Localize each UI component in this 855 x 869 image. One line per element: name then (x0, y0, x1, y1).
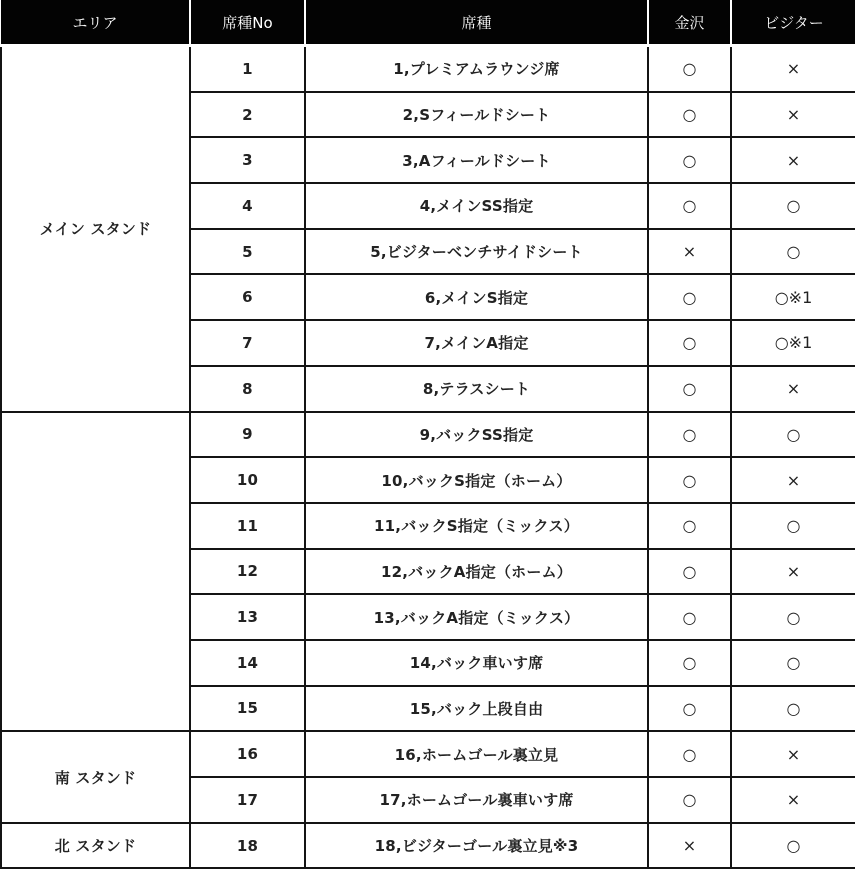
seat-type-cell: 1,プレミアムラウンジ席 (305, 46, 648, 92)
seat-no-cell: 8 (190, 366, 305, 412)
visitor-availability-cell: ○ (731, 640, 855, 686)
seat-type-cell: 5,ビジターベンチサイドシート (305, 229, 648, 275)
visitor-availability-cell: ○※1 (731, 274, 855, 320)
seat-type-cell: 15,バック上段自由 (305, 686, 648, 732)
seat-type-cell: 8,テラスシート (305, 366, 648, 412)
seat-type-cell: 13,バックA指定（ミックス） (305, 594, 648, 640)
kanazawa-availability-cell: ○ (648, 46, 731, 92)
visitor-availability-cell: ○ (731, 686, 855, 732)
visitor-availability-cell: × (731, 92, 855, 138)
column-header-area: エリア (1, 0, 190, 46)
table-row (1, 412, 855, 458)
seat-no-cell: 12 (190, 549, 305, 595)
seat-type-cell: 4,メインSS指定 (305, 183, 648, 229)
seat-no-cell: 7 (190, 320, 305, 366)
kanazawa-availability-cell: ○ (648, 92, 731, 138)
visitor-availability-cell: × (731, 777, 855, 823)
column-header-seat-type: 席種 (305, 0, 648, 46)
area-cell: 北 スタンド (1, 823, 190, 869)
seat-no-cell: 14 (190, 640, 305, 686)
seat-no-cell: 15 (190, 686, 305, 732)
seat-no-cell: 11 (190, 503, 305, 549)
seat-no-cell: 2 (190, 92, 305, 138)
table-row (1, 46, 855, 92)
visitor-availability-cell: ○ (731, 412, 855, 458)
visitor-availability-cell: × (731, 46, 855, 92)
kanazawa-availability-cell: × (648, 229, 731, 275)
seat-type-cell: 9,バックSS指定 (305, 412, 648, 458)
kanazawa-availability-cell: ○ (648, 183, 731, 229)
kanazawa-availability-cell: ○ (648, 777, 731, 823)
visitor-availability-cell: × (731, 457, 855, 503)
visitor-availability-cell: ○ (731, 229, 855, 275)
kanazawa-availability-cell: ○ (648, 320, 731, 366)
kanazawa-availability-cell: ○ (648, 457, 731, 503)
seat-no-cell: 3 (190, 137, 305, 183)
visitor-availability-cell: × (731, 366, 855, 412)
kanazawa-availability-cell: ○ (648, 594, 731, 640)
visitor-availability-cell: ○ (731, 183, 855, 229)
header-row (1, 0, 855, 46)
seat-type-cell: 11,バックS指定（ミックス） (305, 503, 648, 549)
kanazawa-availability-cell: ○ (648, 503, 731, 549)
column-header-visitor: ビジター (731, 0, 855, 46)
kanazawa-availability-cell: ○ (648, 274, 731, 320)
kanazawa-availability-cell: ○ (648, 731, 731, 777)
column-header-seat-no: 席種No (190, 0, 305, 46)
seat-no-cell: 10 (190, 457, 305, 503)
seat-type-cell: 3,Aフィールドシート (305, 137, 648, 183)
visitor-availability-cell: × (731, 137, 855, 183)
seat-no-cell: 9 (190, 412, 305, 458)
table-row (1, 823, 855, 869)
seat-type-cell: 18,ビジターゴール裏立見※3 (305, 823, 648, 869)
seat-type-cell: 16,ホームゴール裏立見 (305, 731, 648, 777)
seat-no-cell: 4 (190, 183, 305, 229)
seat-type-cell: 6,メインS指定 (305, 274, 648, 320)
kanazawa-availability-cell: ○ (648, 366, 731, 412)
seat-type-cell: 10,バックS指定（ホーム） (305, 457, 648, 503)
seat-no-cell: 13 (190, 594, 305, 640)
area-cell (1, 412, 190, 732)
seat-no-cell: 16 (190, 731, 305, 777)
seat-type-cell: 17,ホームゴール裏車いす席 (305, 777, 648, 823)
visitor-availability-cell: ○ (731, 503, 855, 549)
seat-type-cell: 2,Sフィールドシート (305, 92, 648, 138)
visitor-availability-cell: × (731, 549, 855, 595)
column-header-kanazawa: 金沢 (648, 0, 731, 46)
seat-no-cell: 5 (190, 229, 305, 275)
seat-no-cell: 17 (190, 777, 305, 823)
kanazawa-availability-cell: ○ (648, 686, 731, 732)
kanazawa-availability-cell: ○ (648, 137, 731, 183)
seat-no-cell: 6 (190, 274, 305, 320)
table-row (1, 731, 855, 777)
area-cell: メイン スタンド (1, 46, 190, 412)
seat-type-cell: 7,メインA指定 (305, 320, 648, 366)
visitor-availability-cell: ○※1 (731, 320, 855, 366)
visitor-availability-cell: × (731, 731, 855, 777)
kanazawa-availability-cell: ○ (648, 549, 731, 595)
kanazawa-availability-cell: × (648, 823, 731, 869)
seat-type-cell: 12,バックA指定（ホーム） (305, 549, 648, 595)
visitor-availability-cell: ○ (731, 594, 855, 640)
table-header (1, 0, 855, 46)
visitor-availability-cell: ○ (731, 823, 855, 869)
seat-no-cell: 1 (190, 46, 305, 92)
area-cell: 南 スタンド (1, 731, 190, 822)
seat-type-cell: 14,バック車いす席 (305, 640, 648, 686)
seat-no-cell: 18 (190, 823, 305, 869)
table-body (1, 46, 855, 869)
kanazawa-availability-cell: ○ (648, 412, 731, 458)
kanazawa-availability-cell: ○ (648, 640, 731, 686)
